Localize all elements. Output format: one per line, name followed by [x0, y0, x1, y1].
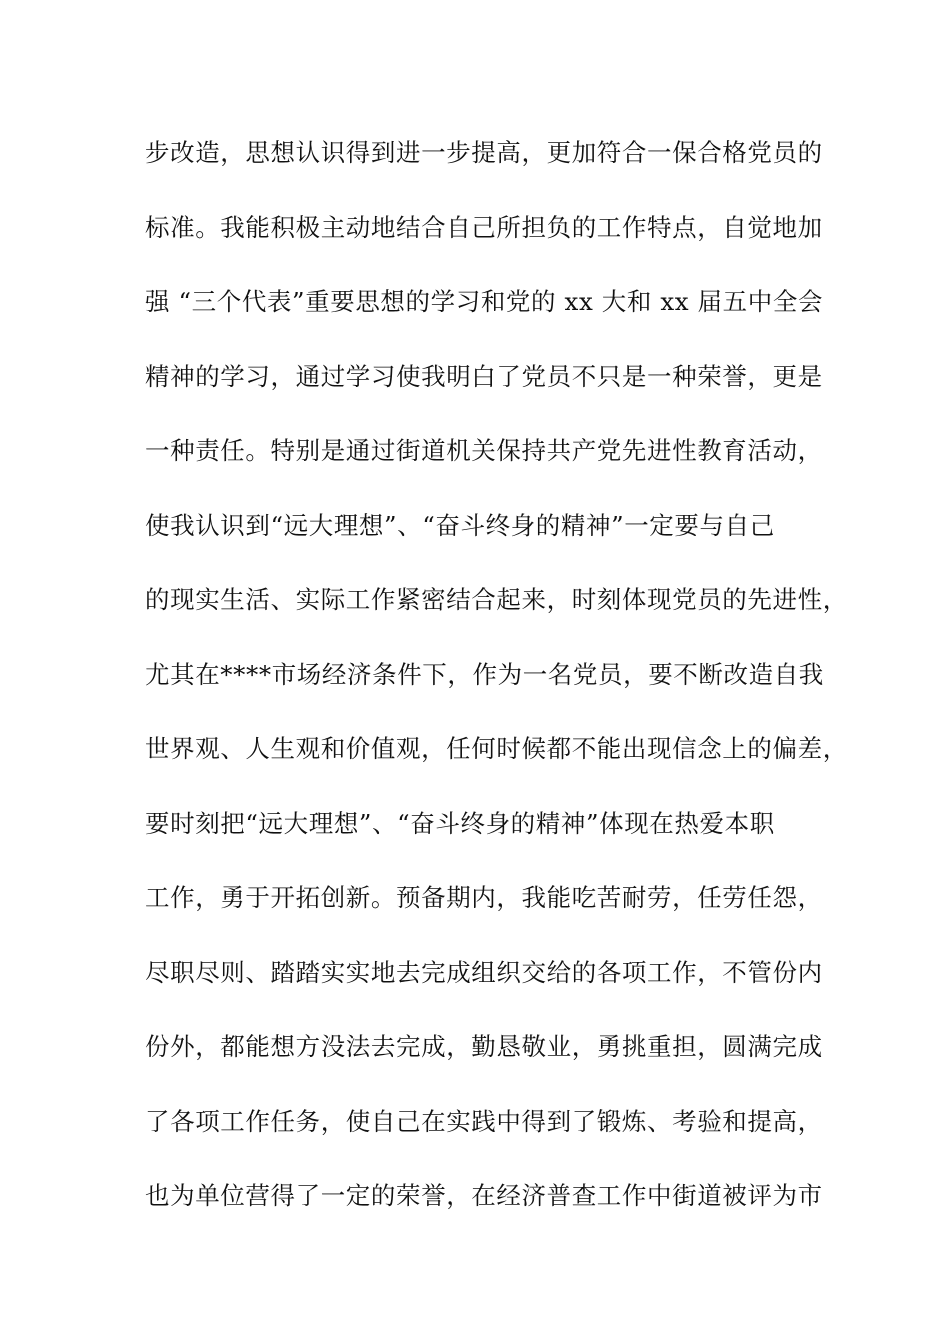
text-line: 工作，勇于开拓创新。预备期内，我能吃苦耐劳，任劳任怨， [145, 883, 823, 912]
text-line: 标准。我能积极主动地结合自己所担负的工作特点，自觉地加 [145, 212, 823, 242]
text-line: 一种责任。特别是通过街道机关保持共产党先进性教育活动， [145, 436, 823, 465]
text-line: 精神的学习，通过学习使我明白了党员不只是一种荣誉，更是 [145, 361, 823, 391]
text-line: 了各项工作任务，使自己在实践中得到了锻炼、考验和提高， [145, 1106, 823, 1136]
text-line: 尽职尽则、踏踏实实地去完成组织交给的各项工作，不管份内 [145, 957, 823, 987]
text-line: 强 “三个代表”重要思想的学习和党的 xx 大和 xx 届五中全会 [145, 287, 824, 316]
text-line: 要时刻把“远大理想”、“奋斗终身的精神”体现在热爱本职 [145, 808, 775, 838]
text-line: 的现实生活、实际工作紧密结合起来，时刻体现党员的先进性， [145, 585, 848, 614]
text-line: 也为单位营得了一定的荣誉，在经济普查工作中街道被评为市 [145, 1181, 823, 1210]
text-line: 尤其在****市场经济条件下，作为一名党员，要不断改造自我 [145, 659, 824, 689]
text-line: 步改造，思想认识得到进一步提高，更加符合一保合格党员的 [145, 138, 823, 167]
text-line: 世界观、人生观和价值观，任何时候都不能出现信念上的偏差， [145, 734, 848, 763]
text-line: 份外，都能想方没法去完成，勤恳敬业，勇挑重担，圆满完成 [145, 1032, 823, 1061]
body-text [145, 131, 848, 1249]
text-line: 使我认识到“远大理想”、“奋斗终身的精神”一定要与自己 [145, 510, 775, 540]
